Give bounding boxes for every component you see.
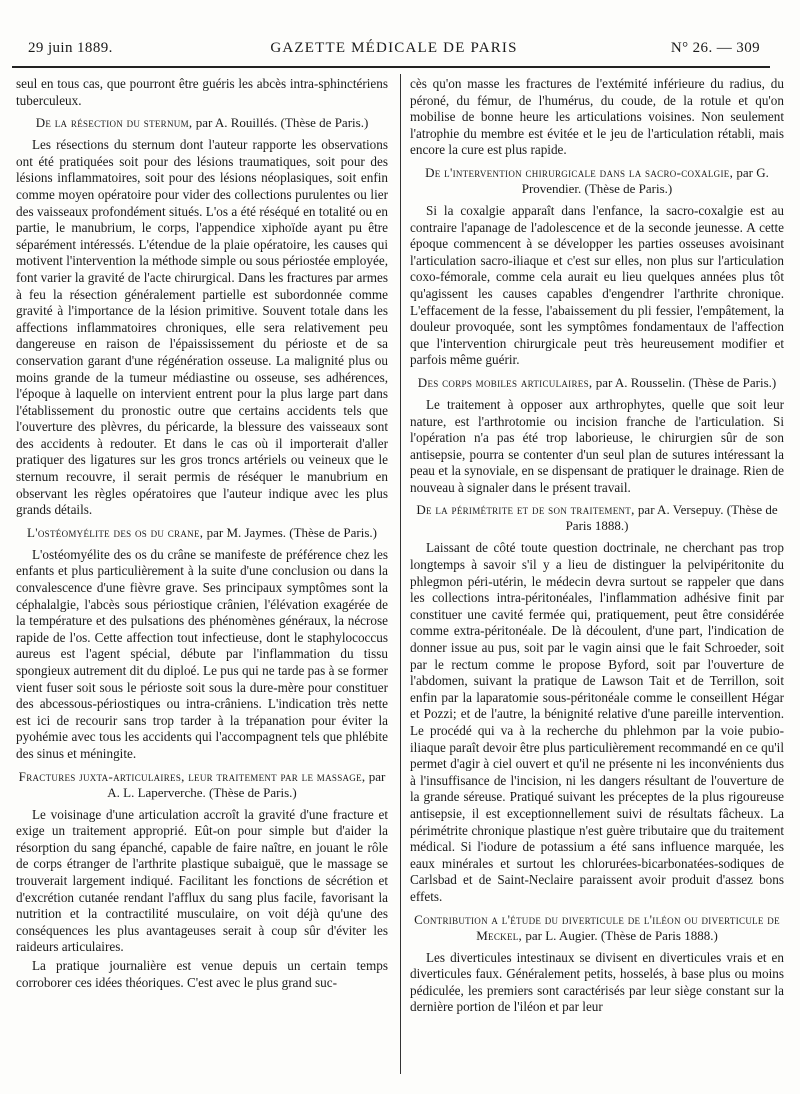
body-paragraph: Les résections du sternum dont l'auteur rapporte les observations ont été pratiquées soit pour des lésions traumatiques, soit pour des lésions inflammatoires, soit pour des lésions néoplasiques, soit enfin comme moyen opératoire pour vider des collections purulentes ou lier des vaisseaux profondément situés. L'os a été réséqué en totalité ou en partie, le manubrium, le corps, l'appendice xiphoïde ayant pu être séparément intéressés. L'étendue de la plaie opératoire, les causes qui motivent l'intervention la méthode simple ou sous périostée employée, font varier la gravité de l'acte chirurgical. Dans les fractures par armes à feu la résection généralement partielle est subordonnée comme gravité à l'importance de la lésion primitive. Souvent totale dans les affections inflammatoires chroniques, elle sera relativement peu dangereuse en raison de l'épaississement du périoste et de sa conservation garant d'une régénération osseuse. La malignité plus ou moins grande de la tumeur médiastine ou osseuse, ses adhérences, l'époque à laquelle on intervient entrent pour la plus large part dans l'établissement du pronostic outre que certains accidents tels que l'ouverture des plèvres, du péricarde, la blessure des vaisseaux sont des accidents à redouter. Et dans le cas où il importerait d'aller pratiquer des ligatures sur les gros troncs artériels ou veineux que le sternum recouvre, il serait permis de réséquer le manubrium en observant les règles opératoires que l'auteur indique avec les plus grands détails. xyxy=(16,137,388,518)
article-heading-author: par G. Provendier. (Thèse de Paris.) xyxy=(521,164,769,196)
article-heading-title: De l'intervention chirurgicale dans la sacro-coxalgie, xyxy=(425,164,734,180)
issue-page-number: N° 26. — 309 xyxy=(670,40,760,56)
article-heading xyxy=(16,115,388,131)
journal-title: GAZETTE MÉDICALE DE PARIS xyxy=(270,40,518,56)
article-heading-title: De la résection du sternum, xyxy=(35,115,193,131)
left-column xyxy=(16,76,388,993)
article-heading-author: par A. L. Laperverche. (Thèse de Paris.) xyxy=(107,768,386,800)
article-heading-author: par L. Augier. (Thèse de Paris 1888.) xyxy=(522,927,718,943)
article-heading-title: L'ostéomyélite des os du crane, xyxy=(27,524,204,540)
body-paragraph: L'ostéomyélite des os du crâne se manifeste de préférence chez les enfants et plus particulièrement à la suite d'une conclusion ou dans la convalescence d'une fièvre grave. Ses principaux symptômes sont la céphalalgie, l'abcès sous périostique crânien, l'élévation exagérée de la température et des pulsations des phénomènes généraux, la nécrose rapide de l'os. Cette affection tout infectieuse, dont le staphylococcus aureus est l'agent spécial, débute par l'inflammation du tissu spongieux autrement dit du diploé. Le pus qui ne tarde pas à se former vient fuser soit sous le périoste soit sous la dure-mère pour constituer des abcessous-périostiques ou intra-crâniens. L'indication très nette est ici de recourir sans trop tarder à la trépanation pour éviter la pyohémie avec tous les accidents qui l'accompagnent tels que phlébite des sinus et méningite. xyxy=(16,546,388,761)
body-paragraph: Le traitement à opposer aux arthrophytes, quelle que soit leur nature, est l'arthrotomie ou incision franche de l'articulation. Si l'opération n'a pas été trop laborieuse, le chirurgien sûr de son antisepsie, pourra se contenter d'un seul plan de sutures intéressant la peau et la synoviale, en se dispensant de pratiquer le drainage. Rien de nouveau à signaler dans le présent travail. xyxy=(410,396,784,495)
header-rule xyxy=(12,66,770,68)
body-paragraph: La pratique journalière est venue depuis un certain temps corroborer ces idées théoriques. C'est avec le plus grand suc- xyxy=(16,957,388,990)
article-heading-title: De la périmétrite et de son traitement, xyxy=(416,502,635,518)
article-heading xyxy=(410,375,784,391)
body-paragraph: cès qu'on masse les fractures de l'extémité inférieure du radius, du péroné, du fémur, de l'humérus, du coude, de la rotule et qu'on mobilise de bonne heure les articulations voisines. Non seulement l'atrophie du membre est évitée et le jeu de l'articulation rétabli, mais encore la cure est plus rapide. xyxy=(410,76,784,158)
body-paragraph: Le voisinage d'une articulation accroît la gravité d'une fracture et exige un traitement approprié. Eût-on pour simple but d'aider la résorption du sang épanché, capable de faire naître, en jouant le rôle de corps étranger de l'arthrite plastique subaiguë, que le massage se trouverait largement indiqué. Facilitant les fonctions de sécrétion et d'excrétion cutanée rendant l'afflux du sang plus facile, favorisant la nutrition et la contractilité musculaire, on voit déjà qu'une des conséquences les plus avantageuses serait à coup sûr d'éviter les raideurs articulaires. xyxy=(16,806,388,955)
article-heading-author: par A. Rouillés. (Thèse de Paris.) xyxy=(192,115,369,131)
column-divider xyxy=(400,74,401,1074)
article-heading-author: par M. Jaymes. (Thèse de Paris.) xyxy=(203,524,377,540)
body-paragraph: Laissant de côté toute question doctrinale, ne cherchant pas trop longtemps à savoir s'il y a lieu de distinguer la pelvipéritonite du phlegmon péri-utérin, le médecin devra surtout se rappeler que dans les collections intra-péritonéales, l'inflammation adhésive finit par constituer une cavité fermée qui, pratiquement, peut être considérée comme extra-péritonéale. De là découlent, d'une part, l'indication de donner issue au pus, soit par le vagin ainsi que le fait Schroeder, soit par le rectum comme le propose Byford, soit par l'ouverture de l'abdomen, suivant la pratique de Lawson Tait et de Terrillon, soit enfin par la laparatomie sous-péritonéale comme le conseillent Hégar et Pozzi; et de l'autre, la bénignité relative d'une pareille intervention. Le procédé qui va à la recherche du phlehmon par la voie pubio-iliaque paraît devoir être plus particulièrement recommandé en ce qu'il permet d'agir à ciel ouvert et qu'il ne présente ni les inconvénients dus à l'insuffisance de l'incision, ni les dangers résultant de l'ouverture de la grande séreuse. Pratiqué suivant les préceptes de la plus rigoureuse antisepsie, il est exceptionnellement suivi de résultats fâcheux. La périmétrite chronique plastique n'est guère tributaire que du traitement médical. Si l'iodure de potassium a été sans influence marquée, les eaux minérales et surtout les chlorurées-bicarbonatées-sodiques de Carlsbad et de Saint-Neclaire paraissent avoir produit d'assez bons effets. xyxy=(410,540,784,904)
issue-date: 29 juin 1889. xyxy=(28,40,113,56)
article-heading-title: Fractures juxta-articulaires, leur traitement par le massage, xyxy=(18,768,366,784)
body-paragraph: seul en tous cas, que pourront être guéris les abcès intra-sphinctériens tuberculeux. xyxy=(16,76,388,108)
article-heading-title: Des corps mobiles articulaires, xyxy=(417,374,593,390)
right-column xyxy=(410,76,784,1018)
article-heading xyxy=(410,165,784,197)
article-heading-author: par A. Rousselin. (Thèse de Paris.) xyxy=(592,374,777,390)
body-paragraph: Les diverticules intestinaux se divisent en diverticules vrais et en diverticules faux. Généralement petits, hosselés, à base plus ou moins pédiculée, les premiers sont caractérisés par leur siège constant sur la dernière portion de l'iléon et par leur xyxy=(410,949,784,1015)
article-heading xyxy=(410,502,784,534)
article-heading-title: Contribution a l'étude du diverticule de l'iléon ou diverticule de Meckel, xyxy=(414,911,780,943)
article-heading-author: par A. Versepuy. (Thèse de Paris 1888.) xyxy=(565,502,778,534)
article-heading xyxy=(16,769,388,801)
body-paragraph: Si la coxalgie apparaît dans l'enfance, la sacro-coxalgie est au contraire l'apanage de l'adolescence et de la seconde jeunesse. A cette époque commencent à se développer les parties osseuses avoisinant l'articulation sacro-iliaque et c'est sur elles, non plus sur l'articulation coxo-fémorale, comme cela aurait eu lieu quelques années plus tôt qu'agissent les causes capables d'engendrer l'arthrite chronique. L'effacement de la fesse, l'abaissement du pli fessier, l'empâtement, la douleur provoquée, sont les symptômes fondamentaux de l'affection que l'intervention chirurgicale peut très heureusement modifier et parfois même guérir. xyxy=(410,202,784,368)
page-header xyxy=(28,40,760,62)
article-heading xyxy=(16,525,388,541)
article-heading xyxy=(410,912,784,944)
